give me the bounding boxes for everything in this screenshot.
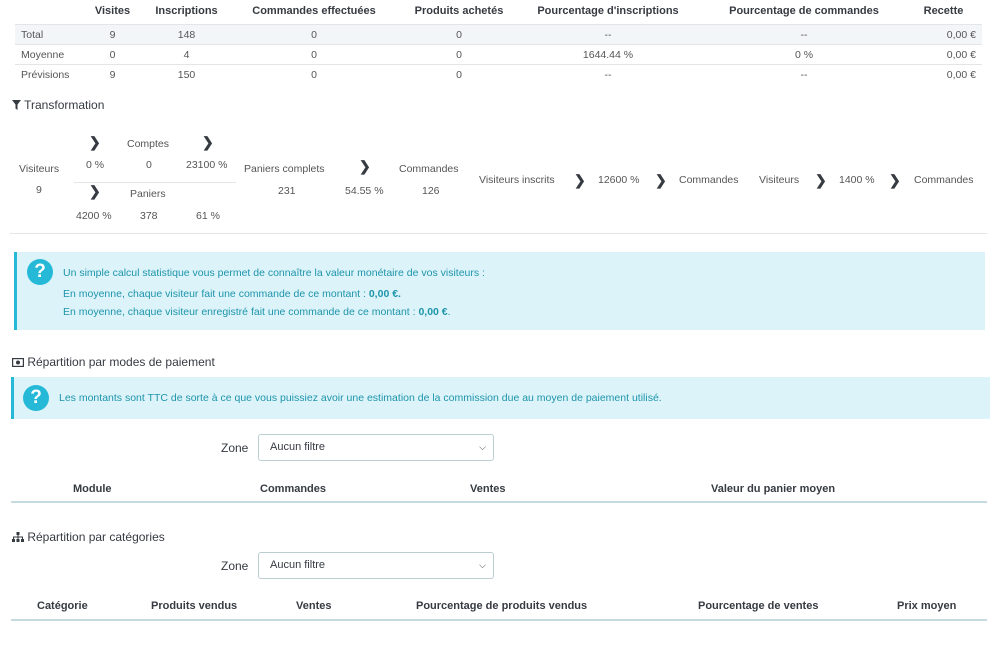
table-cell: 0 xyxy=(223,45,405,65)
payment-table-border xyxy=(11,501,987,503)
categories-zone-value: Aucun filtre xyxy=(270,559,326,571)
payment-zone-select[interactable] xyxy=(258,434,494,461)
funnel-paniers-pct: 61 % xyxy=(196,210,220,222)
funnel-commandes-label-3: Commandes xyxy=(914,174,974,186)
summary-table xyxy=(15,4,982,84)
funnel-visiteurs-label-2: Visiteurs xyxy=(759,174,800,186)
chevron-down-icon: ⌵ xyxy=(479,442,486,452)
payment-col-module: Module xyxy=(73,483,112,495)
table-cell: -- xyxy=(703,25,905,45)
table-cell: 0 xyxy=(75,45,150,65)
summary-header-inscriptions: Inscriptions xyxy=(155,5,218,17)
summary-header-recette: Recette xyxy=(923,5,964,17)
funnel-bottom-pct: 4200 % xyxy=(76,210,112,222)
money-icon xyxy=(12,358,24,367)
table-row xyxy=(15,25,982,45)
payment-zone-label: Zone xyxy=(221,441,249,455)
categories-col-ventes: Ventes xyxy=(296,600,332,612)
funnel-paniers-label: Paniers xyxy=(130,188,166,200)
payment-alert-text: Les montants sont TTC de sorte à ce que vous puissiez avoir une estimation de la commission due au moyen de paiement utilisé. xyxy=(59,392,662,404)
transformation-title-label: Transformation xyxy=(24,98,105,112)
table-cell: Moyenne xyxy=(15,45,75,65)
funnel-v2-pct: 1400 % xyxy=(839,174,875,186)
summary-header-empty xyxy=(15,4,75,25)
summary-header-pct-inscriptions: Pourcentage d'inscriptions xyxy=(537,5,679,17)
table-row xyxy=(15,45,982,65)
chevron-right-icon: ❯ xyxy=(89,134,101,150)
categories-col-prix-moyen: Prix moyen xyxy=(897,600,957,612)
info-line-2-value: 0,00 €. xyxy=(368,288,401,300)
info-alert xyxy=(14,252,985,330)
funnel-paniers-value: 378 xyxy=(140,210,158,222)
table-cell: 0 xyxy=(405,45,513,65)
table-cell: 9 xyxy=(75,25,150,45)
categories-col-pct-produits: Pourcentage de produits vendus xyxy=(416,600,588,612)
info-line-3-value: 0,00 € xyxy=(418,306,448,318)
info-line-3 xyxy=(63,306,451,318)
table-cell: Prévisions xyxy=(15,65,75,85)
funnel-commandes-label-2: Commandes xyxy=(679,174,739,186)
funnel-visiteurs-label: Visiteurs xyxy=(19,163,60,175)
table-cell: 150 xyxy=(150,65,223,85)
chevron-right-icon: ❯ xyxy=(815,172,827,188)
filter-icon xyxy=(12,100,21,110)
table-cell: 4 xyxy=(150,45,223,65)
categories-zone-label: Zone xyxy=(221,559,249,573)
funnel-paniers-complets-value: 231 xyxy=(278,185,296,197)
funnel-commandes-value: 126 xyxy=(422,185,440,197)
info-line-1: Un simple calcul statistique vous permet de connaître la valeur monétaire de vos visiteurs : xyxy=(63,267,485,279)
categories-col-produits-vendus: Produits vendus xyxy=(151,600,238,612)
table-cell: 0,00 € xyxy=(905,45,982,65)
summary-header-row xyxy=(15,4,982,25)
categories-title-label: Répartition par catégories xyxy=(27,530,165,544)
categories-table-border xyxy=(11,619,987,621)
payment-info-alert xyxy=(11,377,990,419)
categories-col-categorie: Catégorie xyxy=(37,600,88,612)
funnel-comptes-value: 0 xyxy=(146,159,152,171)
table-cell: 0 xyxy=(405,65,513,85)
table-cell: Total xyxy=(15,25,75,45)
payment-col-panier-moyen: Valeur du panier moyen xyxy=(711,483,836,495)
categories-col-pct-ventes: Pourcentage de ventes xyxy=(698,600,819,612)
table-cell: -- xyxy=(513,65,703,85)
funnel-visiteurs-inscrits-label: Visiteurs inscrits xyxy=(479,174,555,186)
table-cell: 1644.44 % xyxy=(513,45,703,65)
info-line-2-text: En moyenne, chaque visiteur fait une commande de ce montant : xyxy=(63,288,369,300)
summary-header-pct-commandes: Pourcentage de commandes xyxy=(729,5,879,17)
info-line-3-text: En moyenne, chaque visiteur enregistré fait une commande de ce montant : xyxy=(63,306,419,318)
sitemap-icon xyxy=(12,532,24,542)
funnel-paniers-complets-pct: 54.55 % xyxy=(345,185,384,197)
payment-title xyxy=(12,355,215,369)
payment-zone-value: Aucun filtre xyxy=(270,441,326,453)
table-cell: 148 xyxy=(150,25,223,45)
chevron-right-icon: ❯ xyxy=(655,172,667,188)
table-cell: 0 xyxy=(223,25,405,45)
funnel-comptes-label: Comptes xyxy=(127,138,170,150)
question-icon: ? xyxy=(23,385,49,411)
chevron-right-icon: ❯ xyxy=(89,183,101,199)
chevron-right-icon: ❯ xyxy=(359,158,371,174)
funnel-top-pct: 0 % xyxy=(86,159,105,171)
payment-col-ventes: Ventes xyxy=(470,483,506,495)
table-cell: 0,00 € xyxy=(905,65,982,85)
section-divider xyxy=(10,233,987,234)
summary-header-produits: Produits achetés xyxy=(414,5,504,17)
categories-title xyxy=(12,530,165,544)
chevron-right-icon: ❯ xyxy=(202,134,214,150)
chevron-right-icon: ❯ xyxy=(574,172,586,188)
funnel-paniers-complets-label: Paniers complets xyxy=(244,163,325,175)
payment-title-label: Répartition par modes de paiement xyxy=(27,355,215,369)
table-cell: 0 xyxy=(223,65,405,85)
table-cell: -- xyxy=(513,25,703,45)
payment-col-commandes: Commandes xyxy=(260,483,327,495)
table-cell: 0 xyxy=(405,25,513,45)
chevron-down-icon: ⌵ xyxy=(479,560,486,570)
chevron-right-icon: ❯ xyxy=(889,172,901,188)
table-cell: -- xyxy=(703,65,905,85)
summary-header-visites: Visites xyxy=(94,5,131,17)
funnel-commandes-label: Commandes xyxy=(399,163,459,175)
summary-header-commandes: Commandes effectuées xyxy=(252,5,376,17)
question-icon: ? xyxy=(27,259,53,285)
transformation-title xyxy=(12,98,104,112)
funnel-comptes-pct: 23100 % xyxy=(186,159,228,171)
table-row xyxy=(15,65,982,85)
funnel-visiteurs-value: 9 xyxy=(36,184,42,196)
info-line-2 xyxy=(63,288,401,300)
info-line-3-suffix: . xyxy=(447,306,451,318)
table-cell: 0 % xyxy=(703,45,905,65)
categories-zone-select[interactable] xyxy=(258,552,494,579)
funnel-vi-pct: 12600 % xyxy=(598,174,640,186)
table-cell: 9 xyxy=(75,65,150,85)
table-cell: 0,00 € xyxy=(905,25,982,45)
